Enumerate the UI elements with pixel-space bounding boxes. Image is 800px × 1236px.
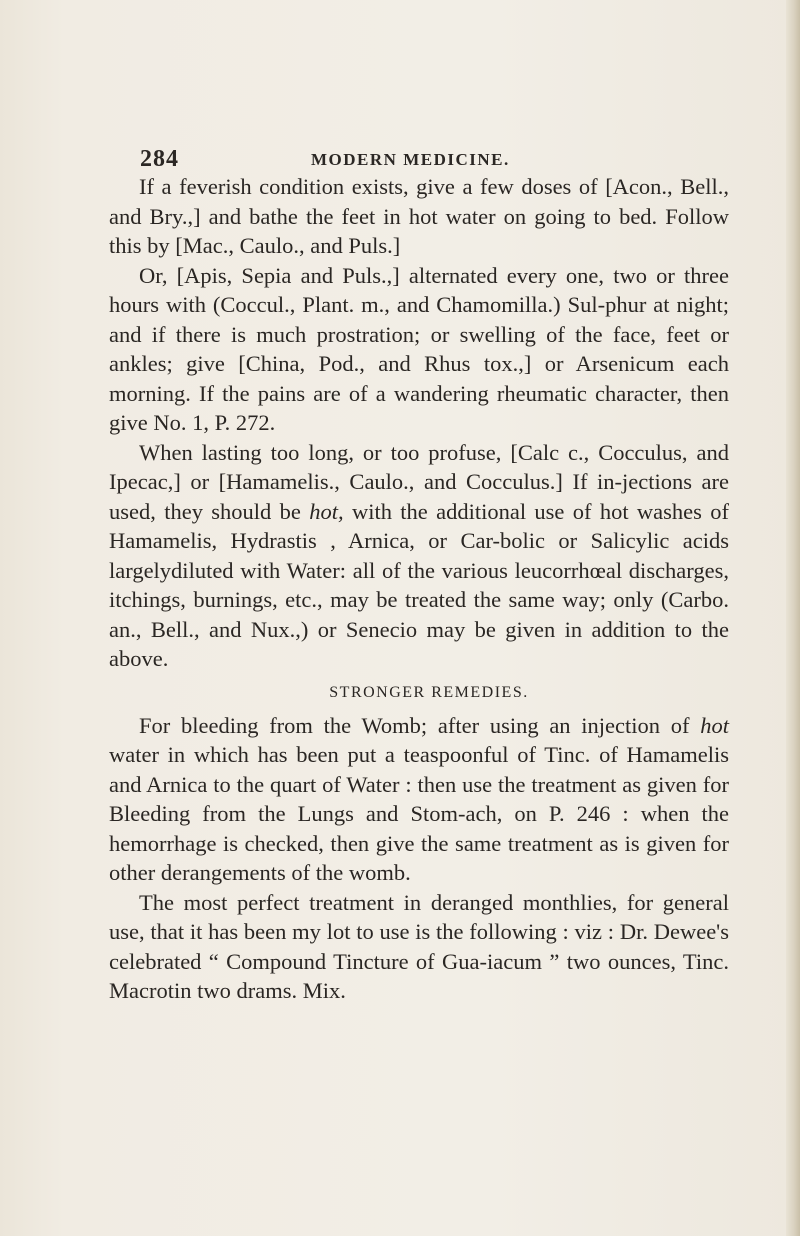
page-number: 284 — [140, 146, 179, 172]
running-title: MODERN MEDICINE. — [311, 150, 510, 169]
page-edge-shadow — [786, 0, 800, 1236]
section-heading: STRONGER REMEDIES. — [329, 683, 529, 701]
italic-hot: hot, — [309, 498, 344, 524]
paragraph-apis-sepia: Or, [Apis, Sepia and Puls.,] alternated every one, two or three hours with (Coccul., Plant. m., and Chamomilla.) Sul-phur at night; and if there is much prostration; or swelling of the face, feet or ankles; give [China, Pod., and Rhus tox.,] or Arsenicum each morning. If the pains are of a wandering rheumatic character, then give No. 1, P. 272. — [109, 262, 729, 435]
paragraph-text: When lasting too long, or too profuse, [Calc c., Cocculus, and Ipecac,] or [Hamamelis., Caulo., and Cocculus.] If in-jections are used, they should be — [109, 439, 729, 524]
paragraph-lasting-too-long — [109, 438, 729, 674]
paragraph-most-perfect: The most perfect treatment in deranged monthlies, for general use, that it has been my lot to use is the following : viz : Dr. Dewee's celebrated “ Compound Tincture of Gua-iacum ” two ounces, Tinc. Macrotin two drams. Mix. — [109, 889, 729, 1003]
paragraph-bleeding-womb — [109, 711, 729, 888]
body-text — [109, 172, 729, 1006]
paragraph-text: with the additional use of hot washes of Hamamelis, Hydrastis , Arnica, or Car-bolic or Salicylic acids largelydiluted with Water: all of the various leucorrhœal discharges, itchings, burnings, etc., may be treated the same way; only (Carbo. an., Bell., and Nux.,) or Senecio may be given in addition to the above. — [109, 498, 729, 671]
paragraph-feverish: If a feverish condition exists, give a few doses of [Acon., Bell., and Bry.,] and bathe the feet in hot water on going to bed. Follow this by [Mac., Caulo., and Puls.] — [109, 174, 729, 258]
italic-hot: hot — [700, 712, 729, 738]
paragraph-text: For bleeding from the Womb; after using an injection of — [139, 712, 701, 738]
paragraph-text: water in which has been put a teaspoonful of Tinc. of Hamamelis and Arnica to the quart of Water : then use the treatment as given for Bleeding from the Lungs and Stom-ach, on P. 246 : when the hemorrhage is checked, then give the same treatment as is given for other derangements of the womb. — [109, 742, 729, 885]
